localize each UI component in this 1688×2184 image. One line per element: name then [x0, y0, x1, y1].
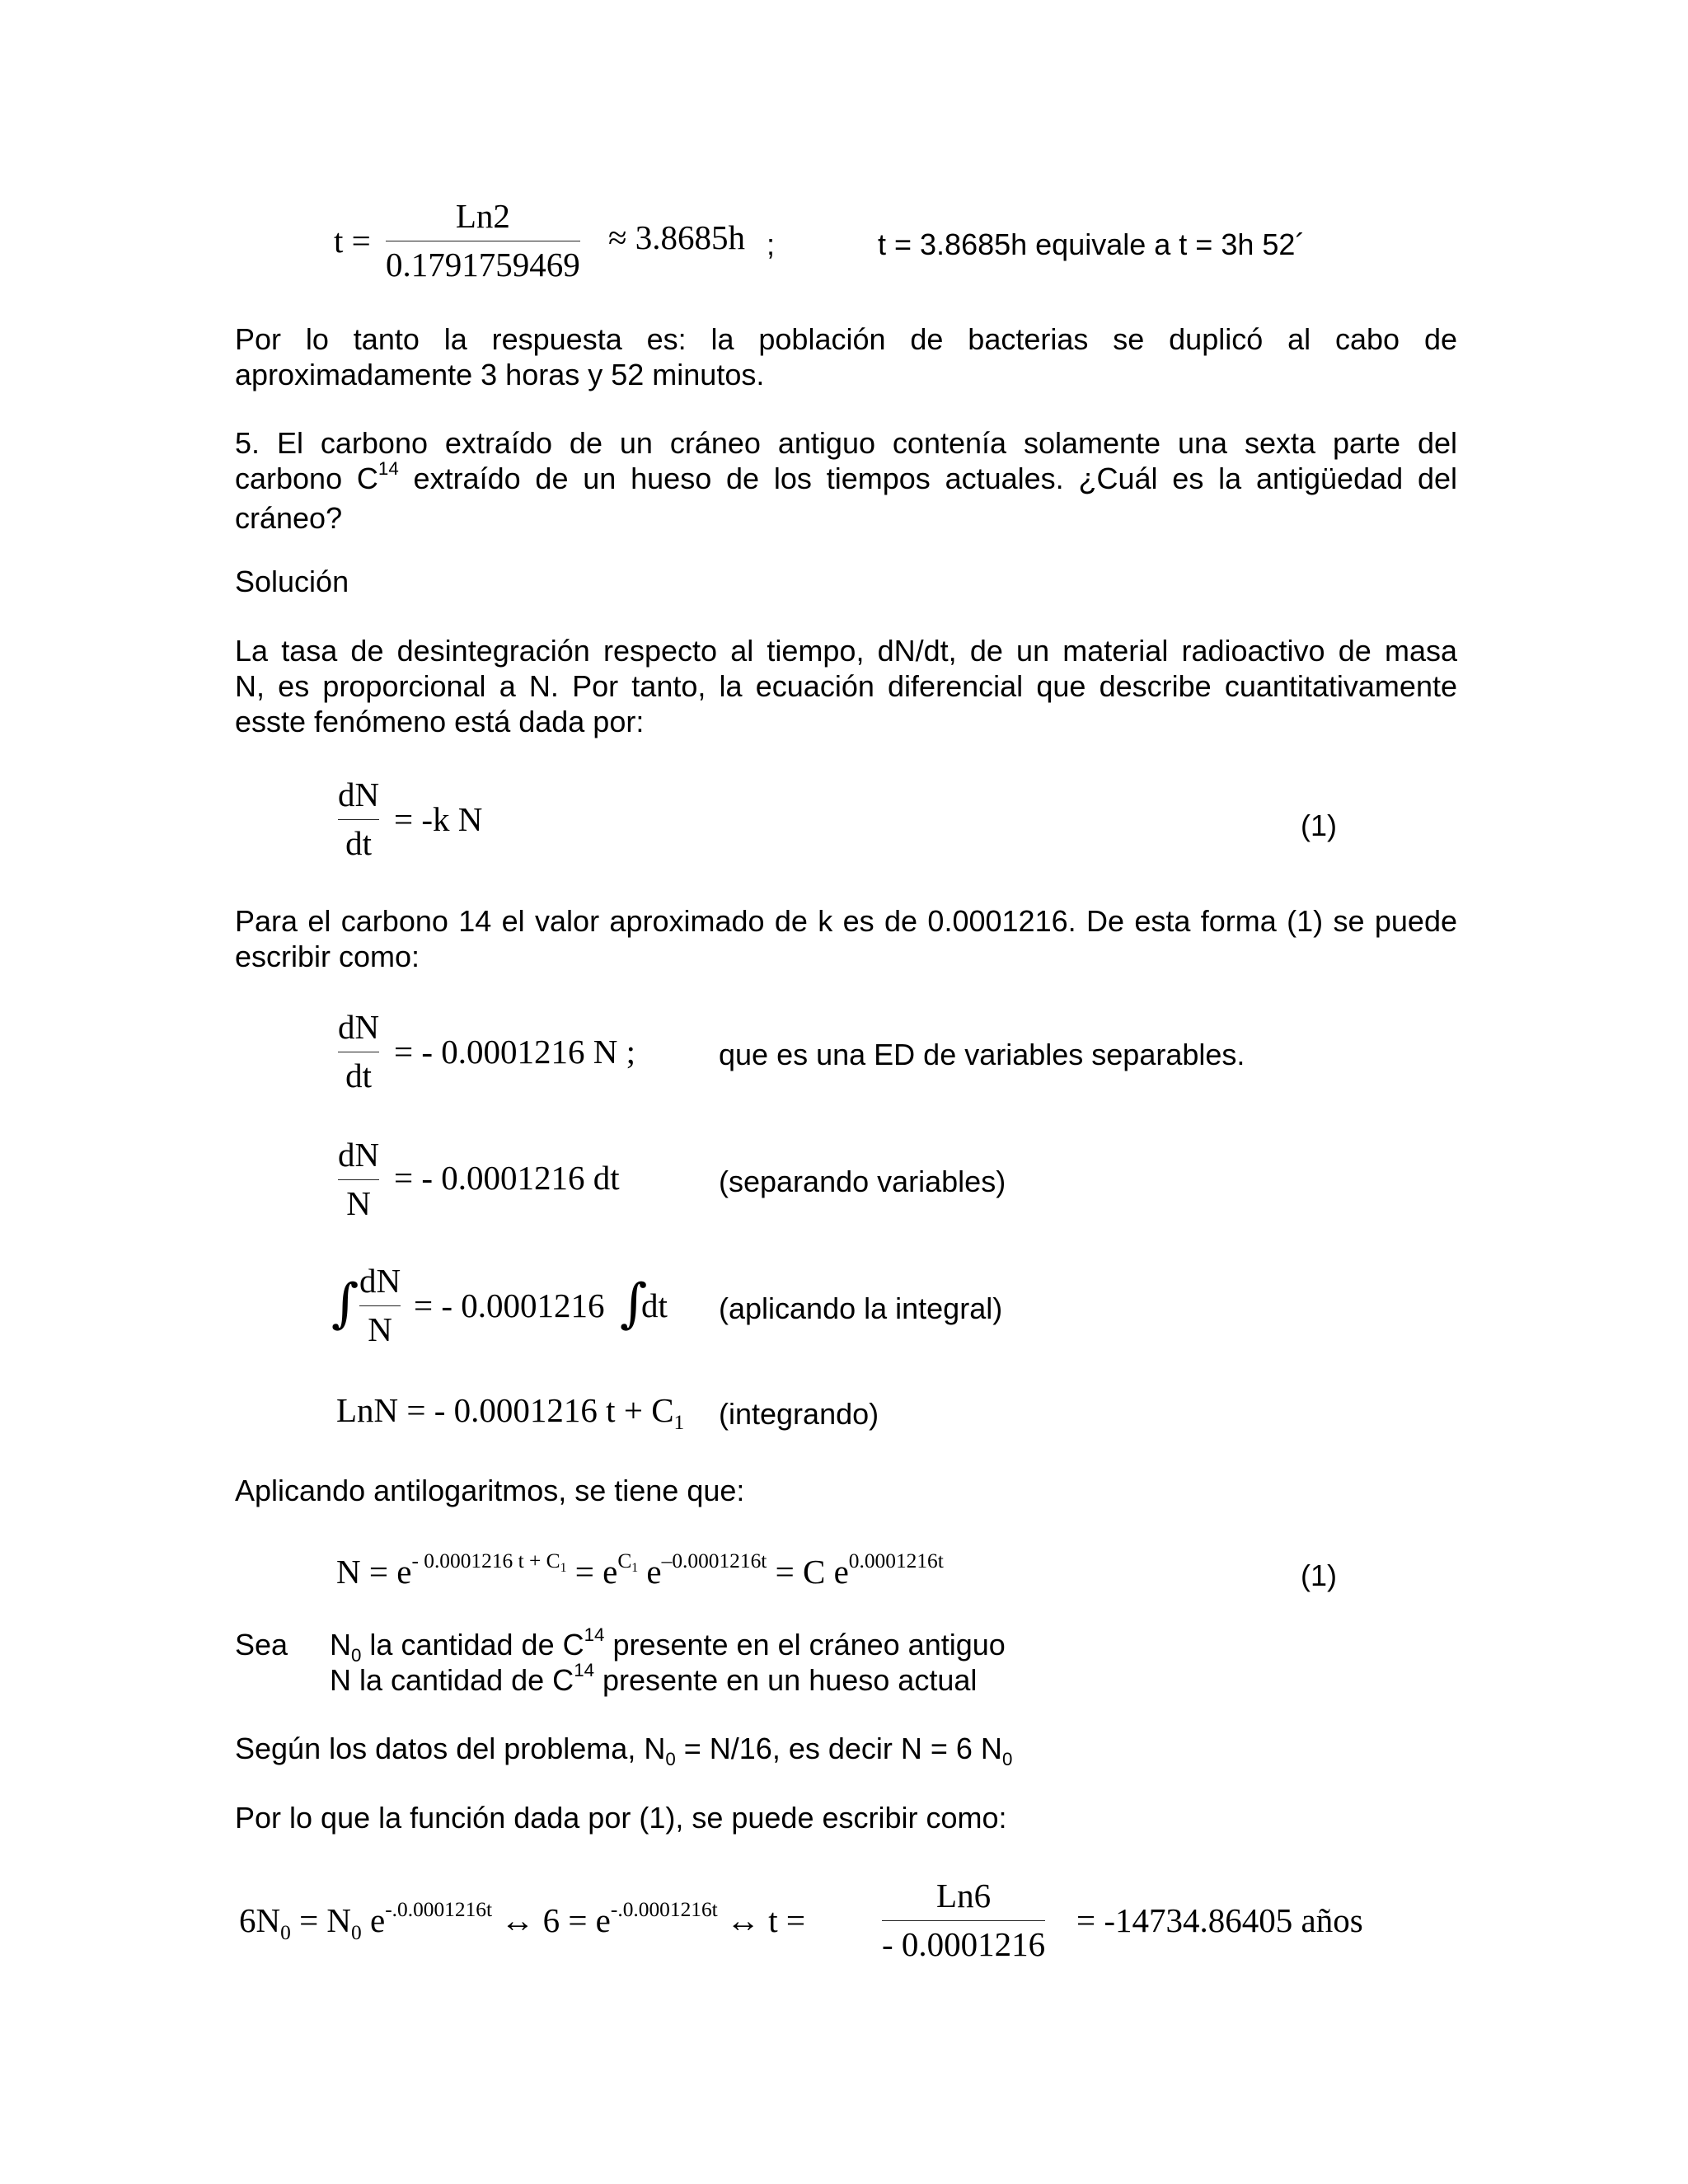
fraction-bar	[338, 819, 379, 820]
eq-final-left	[239, 1897, 806, 1944]
eq6-exp2-text: C	[617, 1549, 632, 1572]
eq1-rhs: = -k N	[394, 800, 483, 838]
eq3-fraction	[338, 1135, 379, 1223]
eq2-fraction	[338, 1007, 379, 1095]
problem-5-line-2-end: extraído de un hueso de los tiempos actuales. ¿Cuál es la antigüedad del	[398, 462, 1457, 495]
k-paragraph	[235, 903, 1457, 974]
eq-final-p2: = N	[290, 1901, 352, 1939]
sea-word: Sea	[235, 1628, 288, 1661]
eq3-note: (separando variables)	[719, 1165, 1006, 1198]
eq-final-p5: ↔ t =	[717, 1901, 806, 1939]
eq6-exp3: –0.0001216t	[661, 1549, 767, 1572]
eq3-denominator: N	[346, 1184, 371, 1222]
eq2-denominator: dt	[345, 1057, 372, 1094]
eq5-expression	[336, 1390, 685, 1434]
eq-top-rhs: ≈ 3.8685h	[608, 218, 746, 256]
answer-paragraph	[235, 321, 1457, 392]
eq-final-exp2: -.0.0001216t	[610, 1897, 718, 1921]
eq-final-exp1: -.0.0001216t	[385, 1897, 493, 1921]
rate-line-3: esste fenómeno está dada por:	[235, 705, 645, 738]
problem-5-line-2	[235, 458, 1457, 500]
eq3-rhs: = - 0.0001216 dt	[394, 1159, 620, 1197]
sea-l1-sub: 0	[351, 1644, 362, 1666]
sea-l1-b: la cantidad de C	[361, 1628, 584, 1661]
eq6-exp4: 0.0001216t	[848, 1549, 944, 1572]
eq-final-p3: e	[361, 1901, 386, 1939]
eq3-numerator: dN	[338, 1136, 380, 1174]
eq6-lhs: N = e	[336, 1553, 412, 1591]
rate-paragraph	[235, 633, 1457, 739]
problem-5-line-2-start: carbono C	[235, 462, 378, 495]
funcion-text: Por lo que la función dada por (1), se puede escribir como:	[235, 1801, 1007, 1835]
sea-l1-c: presente en el cráneo antiguo	[604, 1628, 1006, 1661]
eq4-dt: dt	[641, 1286, 668, 1324]
eq1-fraction	[338, 775, 379, 863]
eq6-exp2	[617, 1549, 639, 1576]
eq-top-separator: ;	[767, 227, 776, 261]
datos-sub2: 0	[1001, 1748, 1013, 1769]
eq-top-numerator: Ln2	[455, 197, 510, 235]
eq-final-denominator: - 0.0001216	[882, 1925, 1046, 1963]
eq-final-p4: ↔ 6 = e	[492, 1901, 611, 1939]
eq1-numerator: dN	[338, 776, 380, 813]
eq5-subscript: 1	[673, 1410, 685, 1434]
eq-top-denominator: 0.1791759469	[386, 246, 580, 284]
eq6-exp1-sub: 1	[560, 1561, 567, 1576]
eq6-expression	[336, 1549, 944, 1591]
integral-sign: ∫	[620, 1273, 648, 1334]
datos-line	[235, 1731, 1012, 1770]
eq6-mid: = e	[574, 1553, 618, 1591]
datos-sub1: 0	[665, 1748, 676, 1769]
eq5-main: LnN = - 0.0001216 t + C	[336, 1391, 674, 1429]
eq1-label: (1)	[1301, 808, 1337, 842]
eq-top-lhs: t =	[334, 222, 371, 260]
integral-sign: ∫	[331, 1273, 359, 1334]
sea-line-2	[330, 1662, 977, 1702]
fraction-bar	[338, 1179, 379, 1180]
datos-a: Según los datos del problema, N	[235, 1732, 666, 1765]
eq-final-numerator: Ln6	[936, 1877, 992, 1915]
fraction-bar	[359, 1305, 401, 1306]
eq-final-fraction	[882, 1876, 1045, 1964]
eq4-note: (aplicando la integral)	[719, 1291, 1003, 1325]
eq-final-rhs: = -14734.86405 años	[1076, 1901, 1363, 1939]
sea-l1-a: N	[330, 1628, 351, 1661]
eq-final-p1-sub: 0	[280, 1920, 291, 1944]
antilog-text: Aplicando antilogaritmos, se tiene que:	[235, 1474, 745, 1507]
sea-l2-a: N la cantidad de C	[330, 1663, 574, 1697]
eq-final-p1: 6N	[239, 1901, 281, 1939]
eq4-denominator: N	[368, 1310, 392, 1348]
solution-heading: Solución	[235, 565, 349, 598]
fraction-bar	[882, 1920, 1045, 1921]
eq6-e3: e	[646, 1553, 662, 1591]
eq-top-fraction	[386, 196, 580, 284]
eq5-note: (integrando)	[719, 1397, 879, 1431]
sea-l1-sup: 14	[584, 1624, 605, 1646]
problem-5-line-3: cráneo?	[235, 501, 343, 535]
eq6-rhs: = C e	[775, 1553, 849, 1591]
rate-line-1: La tasa de desintegración respecto al tiempo, dN/dt, de un material radioactivo de masa	[235, 634, 1457, 668]
problem-5-line-1: 5. El carbono extraído de un cráneo antiguo contenía solamente una sexta parte del	[235, 426, 1457, 460]
eq2-numerator: dN	[338, 1008, 380, 1046]
eq4-rhs: = - 0.0001216	[414, 1286, 605, 1324]
eq6-label: (1)	[1301, 1558, 1337, 1592]
eq2-note: que es una ED de variables separables.	[719, 1038, 1245, 1071]
sea-l2-b: presente en un hueso actual	[594, 1663, 978, 1697]
eq-final-p2-sub: 0	[351, 1920, 362, 1944]
eq-top-note: t = 3.8685h equivale a t = 3h 52´	[878, 227, 1306, 261]
problem-5-statement	[235, 425, 1457, 536]
k-line-1: Para el carbono 14 el valor aproximado de k es de 0.0001216. De esta forma (1) se puede	[235, 904, 1457, 938]
eq6-exp1	[411, 1549, 567, 1576]
eq6-exp1-text: - 0.0001216 t + C	[411, 1549, 560, 1572]
answer-line-1: Por lo tanto la respuesta es: la población de bacterias se duplicó al cabo de	[235, 322, 1457, 356]
eq2-rhs: = - 0.0001216 N ;	[394, 1033, 636, 1071]
sea-line-1	[330, 1624, 1006, 1666]
rate-line-2: N, es proporcional a N. Por tanto, la ecuación diferencial que describe cuantitativamente	[235, 669, 1457, 703]
answer-line-2: aproximadamente 3 horas y 52 minutos.	[235, 358, 765, 391]
k-line-2: escribir como:	[235, 940, 420, 973]
eq1-denominator: dt	[345, 824, 372, 862]
datos-b: = N/16, es decir N = 6 N	[675, 1732, 1002, 1765]
isotope-superscript: 14	[377, 458, 399, 480]
eq6-exp2-sub: 1	[631, 1561, 639, 1576]
eq4-fraction	[359, 1261, 401, 1349]
sea-l2-sup: 14	[574, 1660, 595, 1681]
eq4-numerator: dN	[359, 1262, 401, 1300]
